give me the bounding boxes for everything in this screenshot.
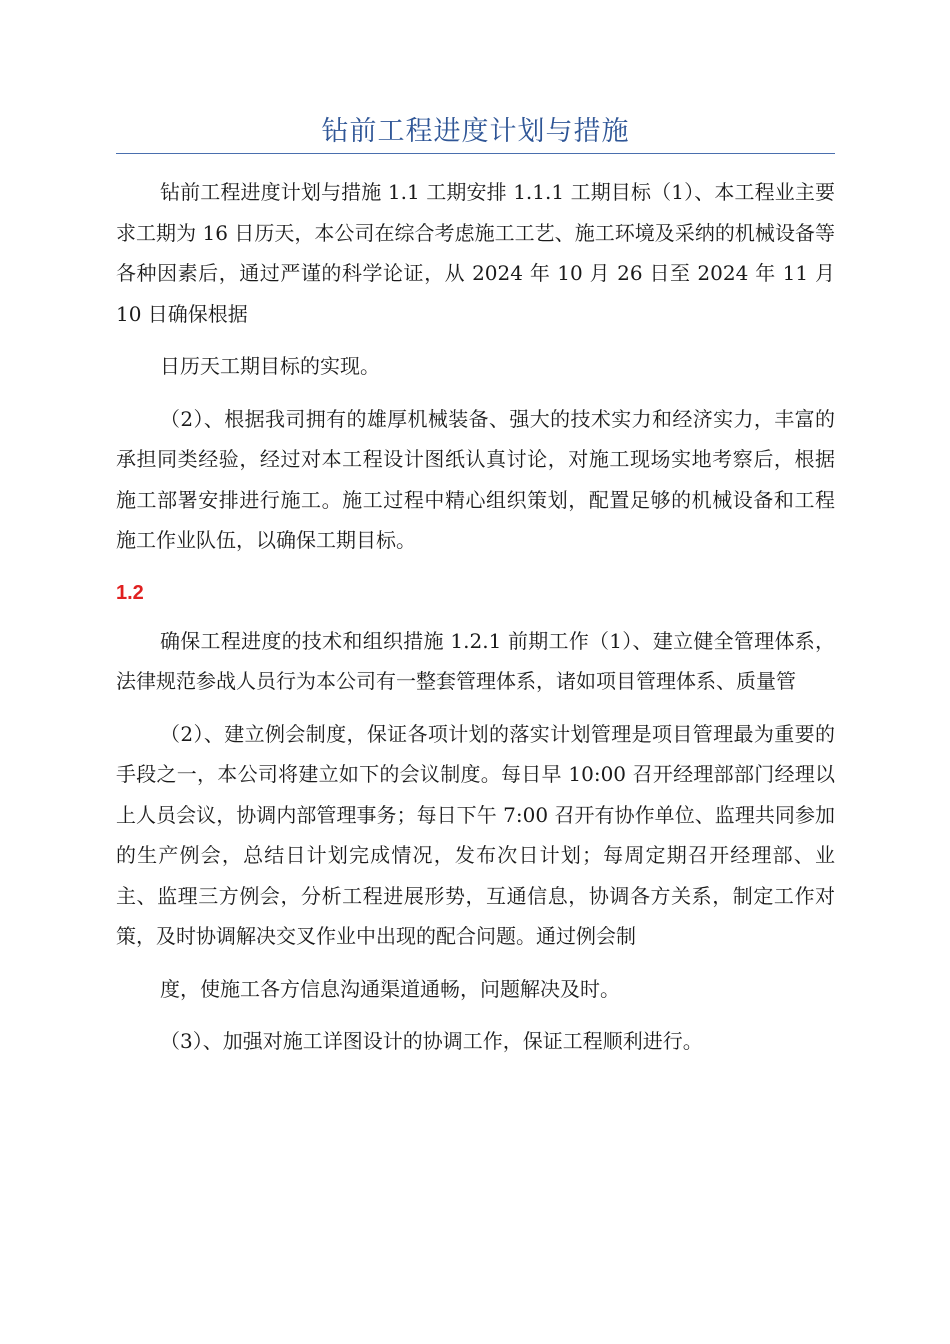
document-body bbox=[116, 172, 835, 1074]
paragraph-meeting-system: （2）、建立例会制度，保证各项计划的落实计划管理是项目管理最为重要的手段之一，本公司将建立如下的会议制度。每日早 10:00 召开经理部部门经理以上人员会议，协调内部管理事务；每日下午 7:00 召开有协作单位、监理共同参加的生产例会，总结日计划完成情况，发布次日计划；每周定期召开经理部、业主、监理三方例会，分析工程进展形势，互通信息，协调各方关系，制定工作对策，及时协调解决交叉作业中出现的配合问题。通过例会制 bbox=[116, 721, 835, 948]
paragraph-management-system: 确保工程进度的技术和组织措施 1.2.1 前期工作（1）、建立健全管理体系，法律规范参战人员行为本公司有一整套管理体系，诸如项目管理体系、质量管 bbox=[116, 628, 835, 693]
paragraph-schedule-target: 钻前工程进度计划与措施 1.1 工期安排 1.1.1 工期目标（1）、本工程业主要求工期为 16 日历天，本公司在综合考虑施工工艺、施工环境及采纳的机械设备等各种因素后，通过严谨的科学论证，从 2024 年 10 月 26 日至 2024 年 11 月 10 日确保根据 bbox=[116, 180, 835, 326]
document-title: 钻前工程进度计划与措施 bbox=[321, 116, 630, 147]
section-number: 1.2 bbox=[116, 581, 144, 604]
paragraph-design-coordination: （3）、加强对施工详图设计的协调工作，保证工程顺利进行。 bbox=[160, 1029, 703, 1053]
paragraph-meeting-system-cont: 度，使施工各方信息沟通渠道通畅，问题解决及时。 bbox=[160, 976, 620, 1001]
title-underline-rule bbox=[116, 153, 835, 154]
paragraph-schedule-target-cont: 日历天工期目标的实现。 bbox=[160, 354, 380, 378]
paragraph-resources: （2）、根据我司拥有的雄厚机械装备、强大的技术实力和经济实力，丰富的承担同类经验，经过对本工程设计图纸认真讨论，对施工现场实地考察后，根据施工部署安排进行施工。施工过程中精心组织策划，配置足够的机械设备和工程施工作业队伍，以确保工期目标。 bbox=[116, 406, 835, 552]
